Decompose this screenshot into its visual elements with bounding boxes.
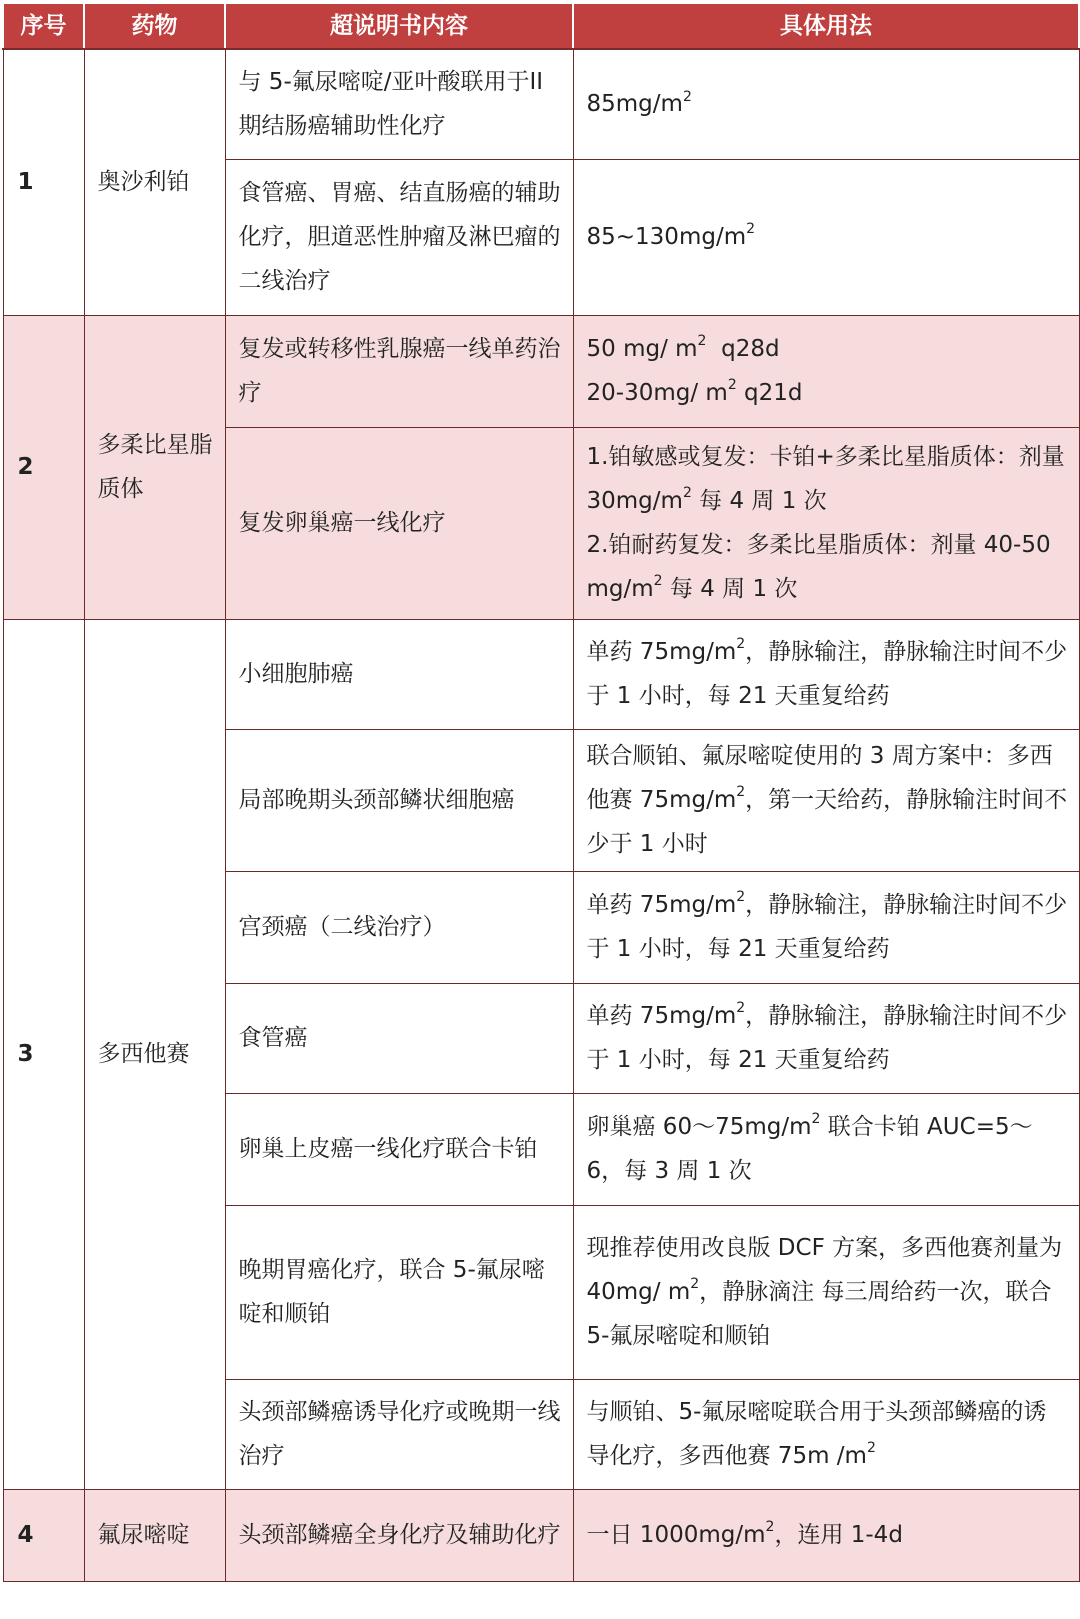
dosage-usage: 与顺铂、5-氟尿嘧啶联合用于头颈部鳞癌的诱导化疗，多西他赛 75m $/m^2$ — [573, 1379, 1079, 1489]
off-label-content: 卵巢上皮癌一线化疗联合卡铂 — [225, 1093, 573, 1205]
table-row — [3, 49, 1079, 159]
dosage-usage: 单药 $75mg/m^2$，静脉输注，静脉输注时间不少于 1 小时，每 21 天重复给药 — [573, 871, 1079, 983]
off-label-content: 头颈部鳞癌全身化疗及辅助化疗 — [225, 1489, 573, 1581]
off-label-content: 复发或转移性乳腺癌一线单药治疗 — [225, 315, 573, 427]
off-label-dosage-table — [2, 2, 1080, 1582]
off-label-content: 食管癌、胃癌、结直肠癌的辅助化疗，胆道恶性肿瘤及淋巴瘤的二线治疗 — [225, 159, 573, 315]
off-label-content: 头颈部鳞癌诱导化疗或晚期一线治疗 — [225, 1379, 573, 1489]
off-label-content: 晚期胃癌化疗，联合 5-氟尿嘧啶和顺铂 — [225, 1205, 573, 1379]
dosage-usage: 卵巢癌 $60\sim 75mg/m^2$ 联合卡铂 AUC=5～6，每 3 周 1 次 — [573, 1093, 1079, 1205]
off-label-content: 宫颈癌（二线治疗） — [225, 871, 573, 983]
header-row — [3, 3, 1079, 49]
dosage-usage: 现推荐使用改良版 DCF 方案，多西他赛剂量为 40mg/ $m^2$，静脉滴注 每三周给药一次，联合 5-氟尿嘧啶和顺铂 — [573, 1205, 1079, 1379]
dosage-usage: 1.铂敏感或复发：卡铂+多柔比星脂质体：剂量 $30mg/m^2$ 每 4 周 1 次 2.铂耐药复发：多柔比星脂质体：剂量 $40-50mg/m^2$ 每 4 周 1 次 — [573, 427, 1079, 619]
drug-name: 多柔比星脂质体 — [84, 315, 225, 619]
row-number: 1 — [3, 49, 84, 315]
off-label-content: 小细胞肺癌 — [225, 619, 573, 729]
off-label-content: 与 5-氟尿嘧啶/亚叶酸联用于II期结肠癌辅助性化疗 — [225, 49, 573, 159]
dosage-usage: 单药 $75mg/m^2$，静脉输注，静脉输注时间不少于 1 小时，每 21 天重复给药 — [573, 619, 1079, 729]
dosage-usage: 一日 $1000mg/m^2$，连用 1-4d — [573, 1489, 1079, 1581]
dosage-usage: 联合顺铂、氟尿嘧啶使用的 3 周方案中：多西他赛 $75mg/m^2$，第一天给药，静脉输注时间不少于 1 小时 — [573, 729, 1079, 871]
header-drug: 药物 — [84, 3, 225, 49]
dosage-usage: $85mg/m^2$ — [573, 49, 1079, 159]
header-no: 序号 — [3, 3, 84, 49]
drug-name: 奥沙利铂 — [84, 49, 225, 315]
dosage-usage: $85\sim 130mg/m^2$ — [573, 159, 1079, 315]
header-usage: 具体用法 — [573, 3, 1079, 49]
off-label-content: 复发卵巢癌一线化疗 — [225, 427, 573, 619]
drug-name: 氟尿嘧啶 — [84, 1489, 225, 1581]
row-number: 3 — [3, 619, 84, 1489]
table-row — [3, 619, 1079, 729]
off-label-content: 食管癌 — [225, 983, 573, 1093]
drug-name: 多西他赛 — [84, 619, 225, 1489]
dosage-usage: 单药 $75mg/m^2$，静脉输注，静脉输注时间不少于 1 小时，每 21 天重复给药 — [573, 983, 1079, 1093]
off-label-content: 局部晚期头颈部鳞状细胞癌 — [225, 729, 573, 871]
row-number: 4 — [3, 1489, 84, 1581]
header-off-label: 超说明书内容 — [225, 3, 573, 49]
table-row — [3, 1489, 1079, 1581]
dosage-table-sheet — [2, 2, 1078, 1582]
dosage-usage: 50 mg/ $m^2$ q28d 20-30mg/ $m^2$ q21d — [573, 315, 1079, 427]
table-row — [3, 315, 1079, 427]
row-number: 2 — [3, 315, 84, 619]
